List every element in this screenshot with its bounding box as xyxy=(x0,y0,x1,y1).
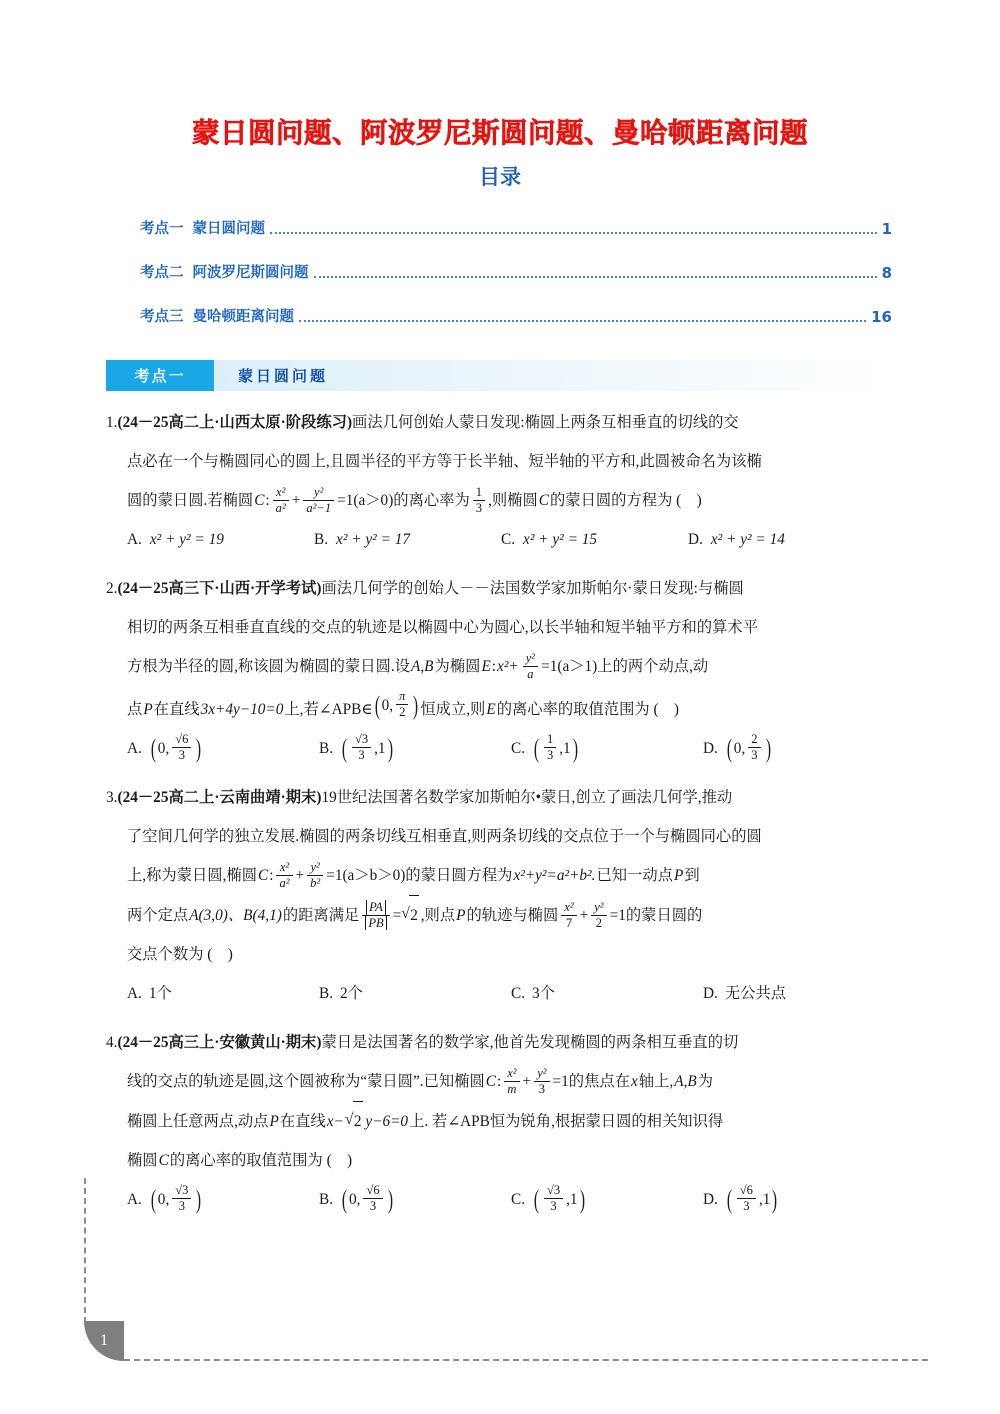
problem-text: 上,若∠APB∈ xyxy=(284,701,373,719)
problem-line xyxy=(106,1101,892,1141)
option-b[interactable] xyxy=(314,520,501,559)
problem-line: 两个定点A(3,0)、B(4,1)的距离满足 $\frac{PA}{PB}$ = √ 2 ,则点P的轨迹与椭圆 $\frac{\text{x²}}{7}$ + $\frac{\text{y²}}{2}$ =1的蒙日圆的 xyxy=(106,895,892,935)
math-colon: : xyxy=(491,658,497,676)
problem-text: 上. 若∠APB恒为锐角,根据蒙日圆的相关知识得 xyxy=(409,1113,724,1131)
problem-text: 设 xyxy=(394,658,411,676)
problem-text: 上,称为蒙日圆,椭圆 xyxy=(127,867,258,885)
interval-left: 0, xyxy=(381,697,394,715)
problem-text: 的蒙日圆方程为 xyxy=(405,867,513,885)
toc-entry-page: 8 xyxy=(881,264,892,283)
problem-line: 圆的蒙日圆.若椭圆C: $\frac{\text{x²}}{\text{a²}}$ + $\frac{\text{y²}}{\text{a²−1}}$ =1(a＞0)的离心率为 $\frac{1}{3}$ ,则椭圆C的蒙日圆的方程为 ( ) xyxy=(127,484,702,515)
option-label: A. xyxy=(127,1191,142,1209)
math-var: E xyxy=(481,658,491,676)
option-text: 3个 xyxy=(532,985,555,1003)
fraction-numerator: √3 xyxy=(172,1183,191,1199)
fraction-numerator: x² xyxy=(504,1066,519,1082)
section-title: 蒙日圆问题 xyxy=(238,367,329,386)
option-c[interactable] xyxy=(511,974,703,1013)
problem-text: 的蒙日圆的 xyxy=(625,907,703,925)
problem-text: 若椭圆 xyxy=(207,492,254,510)
fraction-numerator: y² xyxy=(523,651,538,667)
problem-line xyxy=(106,1023,892,1062)
problem-text: 的离心率为 xyxy=(393,492,470,510)
fraction xyxy=(504,1066,519,1097)
problem-number: 4. xyxy=(106,1034,118,1052)
problem-line xyxy=(106,778,892,817)
problem-source: (24－25高二上·山西太原·阶段练习) xyxy=(117,414,353,432)
square-root xyxy=(401,895,420,935)
option-label: B. xyxy=(319,985,334,1003)
option-label: A. xyxy=(127,985,142,1003)
problem-text: 点 xyxy=(127,701,143,719)
problem-text: ) xyxy=(347,1152,353,1170)
fraction-numerator: x² xyxy=(276,860,292,876)
math-var: C xyxy=(254,492,265,510)
toc-dot-leader xyxy=(270,232,877,234)
option-label: A. xyxy=(127,531,142,549)
fraction-denominator: 3 xyxy=(751,747,758,762)
toc-heading: 目录 xyxy=(479,165,521,190)
problem-item xyxy=(106,778,892,1013)
problem-text: 画法几何学的创始人－－法国数学家加斯帕尔·蒙日发现:与椭圆 xyxy=(321,580,744,598)
fraction xyxy=(273,485,289,516)
toc-dot-leader xyxy=(314,276,877,278)
fraction xyxy=(561,900,576,931)
option-row xyxy=(106,729,892,768)
toc-entry[interactable] xyxy=(140,217,892,238)
option-d[interactable]: D. ( $\frac{√6}{3}$ ,1 ) xyxy=(703,1180,779,1219)
math-colon: : xyxy=(269,867,274,885)
option-label: C. xyxy=(511,985,526,1003)
math-var: E xyxy=(486,701,496,719)
fraction xyxy=(307,860,323,891)
interval-right: ,1 xyxy=(559,740,571,758)
fraction-numerator: √6 xyxy=(363,1183,382,1199)
problem-line xyxy=(106,442,892,481)
fraction-denominator: 3 xyxy=(538,1081,545,1096)
fraction-denominator: 3 xyxy=(743,1198,750,1213)
problem-line xyxy=(106,1141,892,1180)
option-label: D. xyxy=(703,1191,718,1209)
math-equation: =1(a＞b＞0) xyxy=(326,867,406,885)
problem-text: 画法几何创始人蒙日发现:椭圆上两条互相垂直的切线的交 xyxy=(352,414,739,432)
math-var: P xyxy=(269,1113,279,1131)
problem-text: ) xyxy=(673,701,679,719)
page-title: 蒙日圆问题、阿波罗尼斯圆问题、曼哈顿距离问题 xyxy=(192,117,808,149)
fraction-denominator: 2 xyxy=(399,704,406,719)
fraction-denominator: 3 xyxy=(358,747,365,762)
fraction-numerator: 2 xyxy=(748,732,760,748)
option-label: B. xyxy=(314,531,329,549)
problem-text: 上的两个动点,动 xyxy=(597,658,709,676)
problem-text: ,则椭圆 xyxy=(488,492,538,510)
problem-text: 为椭圆 xyxy=(434,658,481,676)
math-colon: : xyxy=(496,1073,502,1091)
fraction-numerator: √3 xyxy=(544,1183,563,1199)
interval-notation: ( 0, $\frac{\pi}{2}$ ) xyxy=(373,686,421,725)
fraction-numerator xyxy=(362,900,389,916)
problem-item xyxy=(106,403,892,559)
problem-line xyxy=(106,817,892,856)
math-var: P xyxy=(456,907,466,925)
section-header xyxy=(106,360,892,391)
math-equation: 3x+4y−10=0 xyxy=(200,701,284,719)
fraction-numerator: y² xyxy=(307,860,323,876)
fraction xyxy=(591,900,606,931)
problem-text: 为 xyxy=(697,1073,714,1091)
square-root xyxy=(345,1101,364,1141)
option-c[interactable]: C. ( $\frac{√3}{3}$ ,1 ) xyxy=(511,1180,703,1219)
interval-left: 0, xyxy=(733,740,746,758)
fraction xyxy=(303,485,334,516)
problem-line xyxy=(106,608,892,647)
problem-line xyxy=(106,935,892,974)
option-b[interactable] xyxy=(319,974,511,1013)
toc-entry-key: 考点一 xyxy=(140,221,184,238)
interval-right: ,1 xyxy=(566,1191,578,1209)
problem-text: 两个定点 xyxy=(127,907,189,925)
problem-text: 蒙日是法国著名的数学家,他首先发现椭圆的两条相互垂直的切 xyxy=(321,1034,739,1052)
interval-left: 0, xyxy=(157,1191,170,1209)
problem-text: 恒成立,则 xyxy=(420,701,486,719)
option-label: C. xyxy=(501,531,516,549)
math-var: C xyxy=(258,867,269,885)
fraction-denominator: 7 xyxy=(565,915,573,930)
problem-line: 上,称为蒙日圆,椭圆C: $\frac{\text{x²}}{\text{a²}}$ + $\frac{\text{y²}}{\text{b²}}$ =1(a＞b＞0)的蒙日圆方程为x²+y²=a²+b².已知一动点P到 xyxy=(127,859,700,890)
option-text: x² + y² = 14 xyxy=(710,531,785,549)
problem-number: 3. xyxy=(106,789,118,807)
math-equation: =1(a＞1) xyxy=(541,658,598,676)
problem-text: 了空间几何学的独立发展.椭圆的两条切线互相垂直,则两条切线的交点位于一个与椭圆同心的圆 xyxy=(127,828,762,846)
problem-source: (24－25高三上·安徽黄山·期末) xyxy=(117,1034,322,1052)
toc-entry-page: 1 xyxy=(881,220,892,239)
fraction-denominator: 3 xyxy=(550,1198,557,1213)
fraction-numerator: y² xyxy=(534,1066,549,1082)
problem-text: 的焦点在 xyxy=(568,1073,630,1091)
bottom-dashed-line xyxy=(124,1359,928,1361)
option-text: x² + y² = 17 xyxy=(336,531,411,549)
math-var: C xyxy=(485,1073,496,1091)
math-equation: x²+y²=a²+b². xyxy=(513,867,596,885)
problem-line xyxy=(106,647,892,686)
problem-line xyxy=(106,569,892,608)
fraction-denominator: 3 xyxy=(475,500,483,515)
fraction-denominator: m xyxy=(507,1081,517,1096)
fraction-denominator: 3 xyxy=(546,747,554,762)
problem-source: (24－25高三下·山西·开学考试) xyxy=(117,580,322,598)
math-points: A(3,0)、B(4,1) xyxy=(189,907,282,925)
math-var: P xyxy=(673,867,684,885)
option-label: A. xyxy=(127,740,142,758)
interval-left: 0, xyxy=(348,1191,361,1209)
math-var: P xyxy=(143,701,153,719)
problem-text: ,则点 xyxy=(420,907,456,925)
problem-text: ) xyxy=(696,492,702,510)
toc-dot-leader xyxy=(299,320,866,322)
radicand: 2 xyxy=(353,1101,363,1141)
option-row xyxy=(106,974,892,1013)
fraction-denominator: a² xyxy=(279,875,290,890)
option-label: B. xyxy=(319,1191,334,1209)
option-label: C. xyxy=(511,1191,526,1209)
problem-number: 1. xyxy=(106,414,118,432)
problem-line xyxy=(106,403,892,442)
absolute-value: PA xyxy=(366,900,386,915)
problem-line: 线的交点的轨迹是圆,这个圆被称为“蒙日圆”.已知椭圆C: $\frac{\text{x²}}{m}$ + $\frac{\text{y²}}{3}$ =1的焦点在x轴上,A,B为 xyxy=(127,1065,714,1096)
toc-entry-label: 阿波罗尼斯圆问题 xyxy=(192,265,309,282)
math-colon: : xyxy=(265,492,270,510)
fraction-denominator: 3 xyxy=(369,1198,377,1213)
toc-entry[interactable] xyxy=(140,261,892,282)
toc-entry-page: 16 xyxy=(871,308,892,327)
fraction-numerator: y² xyxy=(591,900,606,916)
toc-entry-label: 曼哈顿距离问题 xyxy=(192,309,294,326)
fraction-denominator: 3 xyxy=(178,1198,185,1213)
option-c[interactable] xyxy=(501,520,688,559)
fraction-denominator: a² xyxy=(275,500,286,515)
fraction xyxy=(473,485,485,516)
math-var: A,B xyxy=(411,658,434,676)
option-a[interactable]: A. ( 0, $\frac{√3}{3}$ ) xyxy=(127,1180,319,1219)
interval-right: ,1 xyxy=(374,740,386,758)
option-label: D. xyxy=(703,740,718,758)
interval-right: ,1 xyxy=(758,1191,771,1209)
option-text: 无公共点 xyxy=(724,985,787,1003)
fraction-numerator: y² xyxy=(303,485,334,501)
fraction xyxy=(362,900,389,931)
option-label: C. xyxy=(511,740,526,758)
math-term: x− xyxy=(326,1113,344,1131)
fraction-numerator: √6 xyxy=(172,732,191,748)
fraction xyxy=(523,651,538,682)
problem-text: ) xyxy=(227,946,233,964)
fraction xyxy=(534,1066,549,1097)
table-of-contents xyxy=(140,217,892,326)
interval-left: 0, xyxy=(157,740,170,758)
problem-text: 已知一动点 xyxy=(596,867,673,885)
problem-item xyxy=(106,569,892,768)
math-var: x xyxy=(631,1073,638,1091)
option-c[interactable]: C. ( $\frac{1}{3}$ ,1 ) xyxy=(511,729,703,768)
math-equation: =1(a＞0) xyxy=(337,492,394,510)
absolute-value: PB xyxy=(365,916,386,931)
problem-source: (24－25高二上·云南曲靖·期末) xyxy=(117,789,322,807)
math-term: x²+ xyxy=(497,658,519,676)
fraction-denominator xyxy=(362,916,389,931)
option-d[interactable] xyxy=(703,974,786,1013)
fraction-denominator: a xyxy=(527,666,534,681)
problem-text: 轴上, xyxy=(638,1073,674,1091)
math-term: y−6=0 xyxy=(365,1113,409,1131)
page-number-badge: 1 xyxy=(84,1321,124,1361)
option-a[interactable] xyxy=(127,974,319,1013)
fraction-numerator: x² xyxy=(561,900,576,916)
option-a[interactable]: A. ( 0, $\frac{√6}{3}$ ) xyxy=(127,729,319,768)
problem-text: 交点个数为 ( xyxy=(127,946,213,964)
left-margin-dashed-line xyxy=(84,1178,86,1323)
problem-text: 的离心率的取值范围为 ( xyxy=(169,1152,332,1170)
option-d[interactable] xyxy=(688,520,786,559)
option-b[interactable]: B. ( 0, $\frac{√6}{3}$ ) xyxy=(319,1180,511,1219)
option-text: 2个 xyxy=(340,985,363,1003)
problem-text: 在直线 xyxy=(279,1113,326,1131)
option-b[interactable]: B. ( $\frac{√3}{3}$ ,1 ) xyxy=(319,729,511,768)
option-label: D. xyxy=(703,985,718,1003)
problem-text: 线的交点的轨迹是圆,这个圆被称为“蒙日圆”.已知椭圆 xyxy=(127,1073,485,1091)
fraction-numerator: √3 xyxy=(352,732,371,748)
problem-text: 点必在一个与椭圆同心的圆上,且圆半径的平方等于长半轴、短半轴的平方和,此圆被命名为该椭 xyxy=(127,453,762,471)
toc-entry-label: 蒙日圆问题 xyxy=(192,221,265,238)
math-equals: = xyxy=(392,907,402,925)
fraction-denominator: b² xyxy=(310,875,321,890)
problem-text: 的轨迹与椭圆 xyxy=(466,907,559,925)
problem-text: 到 xyxy=(684,867,700,885)
option-text: 1个 xyxy=(148,985,172,1003)
section-badge: 考点一 xyxy=(106,360,214,391)
fraction-denominator: 3 xyxy=(178,747,185,762)
problem-text: 椭圆上任意两点,动点 xyxy=(127,1113,269,1131)
option-a[interactable] xyxy=(127,520,314,559)
fraction xyxy=(276,860,292,891)
toc-entry-key: 考点三 xyxy=(140,309,184,326)
problem-text: 的距离满足 xyxy=(282,907,360,925)
problem-list xyxy=(106,391,892,1219)
problem-text: 椭圆 xyxy=(127,1152,158,1170)
toc-entry[interactable] xyxy=(140,305,892,326)
fraction-numerator: 1 xyxy=(544,732,556,748)
fraction-denominator: a²−1 xyxy=(306,500,332,515)
problem-item xyxy=(106,1023,892,1219)
option-label: B. xyxy=(319,740,334,758)
problem-text: 19世纪法国著名数学家加斯帕尔•蒙日,创立了画法几何学,推动 xyxy=(321,789,733,807)
math-equation: =1 xyxy=(552,1073,569,1091)
fraction xyxy=(396,689,408,720)
radicand: 2 xyxy=(409,895,419,935)
problem-text: 的蒙日圆的方程为 ( xyxy=(549,492,682,510)
math-equation: =1 xyxy=(609,907,626,925)
problem-text: 的离心率的取值范围为 ( xyxy=(496,701,659,719)
option-row xyxy=(106,520,892,559)
problem-text: 方根为半径的圆,称该圆为椭圆的蒙日圆. xyxy=(127,658,395,676)
option-label: D. xyxy=(688,531,703,549)
problem-text: 圆的蒙日圆. xyxy=(127,492,208,510)
math-var: C xyxy=(538,492,549,510)
fraction-denominator: 2 xyxy=(595,915,603,930)
option-row xyxy=(106,1180,892,1219)
option-d[interactable]: D. ( 0, $\frac{2}{3}$ ) xyxy=(703,729,772,768)
fraction-numerator: π xyxy=(396,689,408,705)
math-var: A,B xyxy=(674,1073,697,1091)
problem-line xyxy=(106,686,892,729)
problem-number: 2. xyxy=(106,580,118,598)
problem-text: 相切的两条互相垂直直线的交点的轨迹是以椭圆中心为圆心,以长半轴和短半轴平方和的算术平 xyxy=(127,619,758,637)
fraction-numerator: x² xyxy=(273,485,289,501)
fraction-numerator: √6 xyxy=(737,1183,756,1199)
math-var: C xyxy=(158,1152,169,1170)
problem-text: 在直线 xyxy=(153,701,200,719)
fraction-numerator: 1 xyxy=(473,485,485,501)
toc-entry-key: 考点二 xyxy=(140,265,184,282)
option-text: x² + y² = 19 xyxy=(149,531,224,549)
option-text: x² + y² = 15 xyxy=(523,531,598,549)
